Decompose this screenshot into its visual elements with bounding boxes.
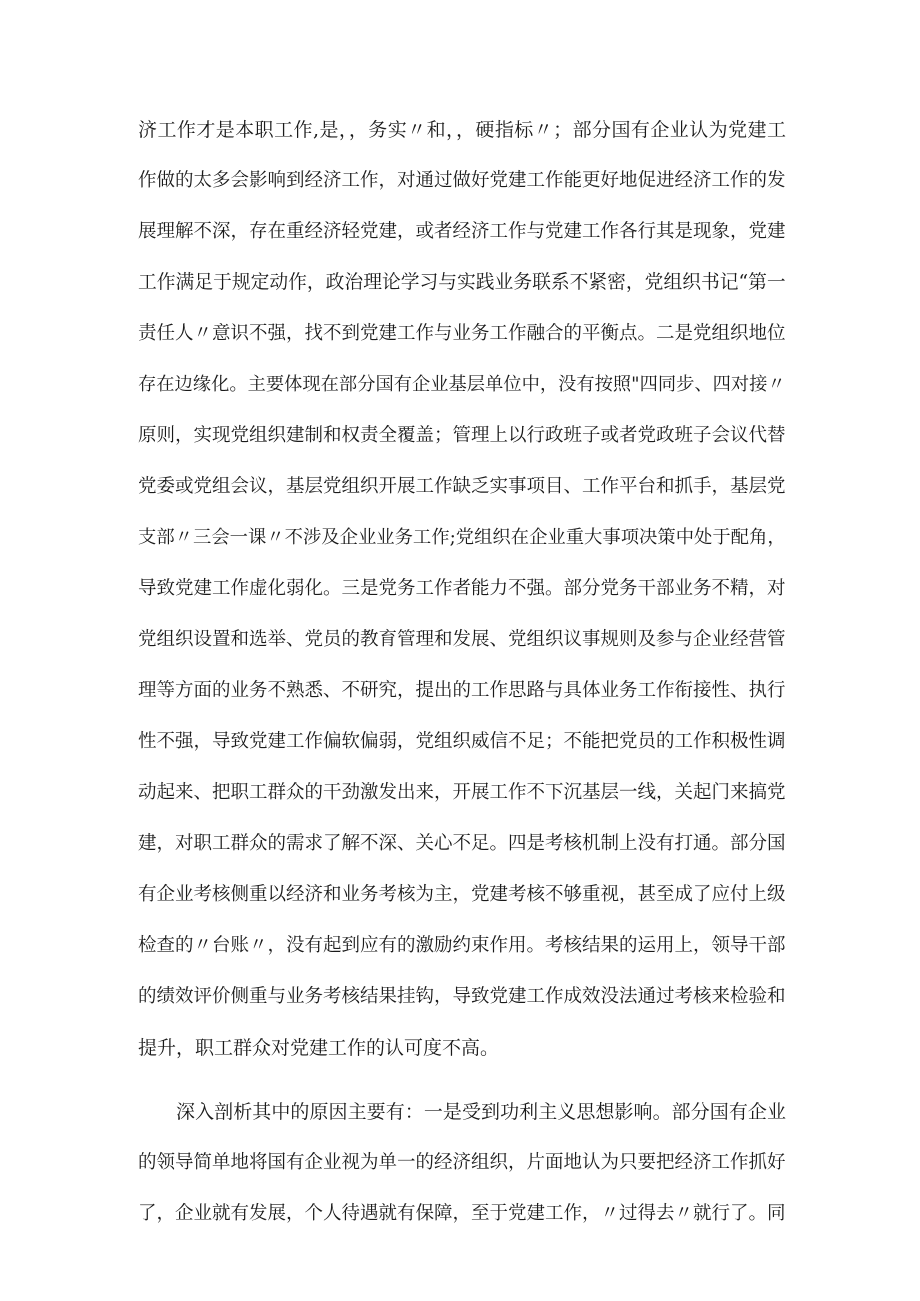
paragraph-1-line-8: 党委或党组会议，基层党组织开展工作缺乏实事项目、工作平台和抓手，基层党: [138, 476, 786, 497]
paragraph-1-line-14: 动起来、把职工群众的干劲激发出来，开展工作不下沉基层一线，关起门来搞党: [138, 782, 786, 803]
paragraph-1-line-5: 责任人〃意识不强，找不到党建工作与业务工作融合的平衡点。二是党组织地位: [138, 323, 786, 344]
paragraph-1-line-19: 提升，职工群众对党建工作的认可度不高。: [138, 1037, 500, 1059]
paragraph-1-line-2: 作做的太多会影响到经济工作，对通过做好党建工作能更好地促进经济工作的发: [138, 170, 786, 191]
paragraph-1-line-7: 原则，实现党组织建制和权责全覆盖；管理上以行政班子或者党政班子会议代替: [138, 425, 786, 446]
paragraph-1-line-3: 展理解不深，存在重经济轻党建，或者经济工作与党建工作各行其是现象，党建: [138, 221, 786, 242]
paragraph-1-line-15: 建，对职工群众的需求了解不深、关心不足。四是考核机制上没有打通。部分国: [138, 833, 786, 854]
paragraph-1-line-9: 支部〃三会一课〃不涉及企业业务工作;党组织在企业重大事项决策中处于配角，: [138, 527, 786, 548]
paragraph-1-line-1: 济工作才是本职工作,是，，务实〃和，，硬指标〃；部分国有企业认为党建工: [138, 119, 787, 141]
paragraph-2-line-2: 的领导简单地将国有企业视为单一的经济组织，片面地认为只要把经济工作抓好: [138, 1152, 786, 1173]
paragraph-1-line-17: 检查的〃台账〃，没有起到应有的激励约束作用。考核结果的运用上，领导干部: [138, 935, 786, 956]
paragraph-1-line-16: 有企业考核侧重以经济和业务考核为主，党建考核不够重视，甚至成了应付上级: [138, 884, 786, 905]
paragraph-1-line-4: 工作满足于规定动作，政治理论学习与实践业务联系不紧密，党组织书记“第一: [138, 272, 786, 293]
paragraph-1-line-12: 理等方面的业务不熟悉、不研究，提出的工作思路与具体业务工作衔接性、执行: [138, 680, 786, 701]
paragraph-1-line-10: 导致党建工作虚化弱化。三是党务工作者能力不强。部分党务干部业务不精，对: [138, 578, 786, 599]
paragraph-2-line-1: 深入剖析其中的原因主要有：一是受到功利主义思想影响。部分国有企业: [176, 1101, 787, 1123]
paragraph-1-line-6: 存在边缘化。主要体现在部分国有企业基层单位中，没有按照"四同步、四对接〃: [138, 374, 786, 395]
paragraph-1-line-18: 的绩效评价侧重与业务考核结果挂钩，导致党建工作成效没法通过考核来检验和: [138, 986, 786, 1007]
paragraph-2-line-3: 了，企业就有发展，个人待遇就有保障，至于党建工作，〃过得去〃就行了。同: [138, 1203, 786, 1224]
paragraph-1-line-13: 性不强，导致党建工作偏软偏弱，党组织威信不足；不能把党员的工作积极性调: [138, 731, 786, 752]
paragraph-1-line-11: 党组织设置和选举、党员的教育管理和发展、党组织议事规则及参与企业经营管: [138, 629, 786, 650]
